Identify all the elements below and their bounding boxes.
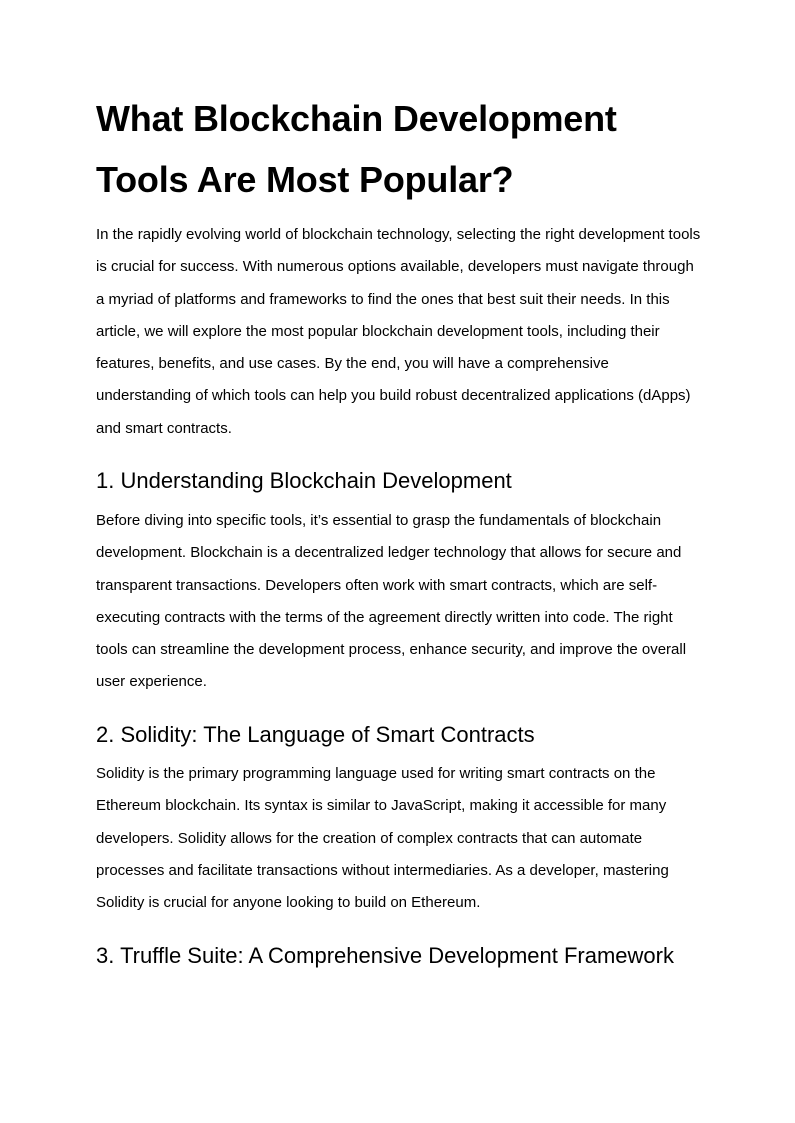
intro-paragraph: In the rapidly evolving world of blockchain technology, selecting the right development tools is crucial for success. With numerous options available, developers must navigate through a myriad of platforms and frameworks to find the ones that best suit their needs. In this article, we will explore the most popular blockchain development tools, including their features, benefits, and use cases. By the end, you will have a comprehensive understanding of which tools can help you build robust decentralized applications (dApps) and smart contracts.: [96, 226, 701, 437]
section-body-solidity: Solidity is the primary programming language used for writing smart contracts on the Ethereum blockchain. Its syntax is similar to JavaScript, making it accessible for many developers. Solidity allows for the creation of complex contracts that can automate processes and facilitate transactions without intermediaries. As a developer, mastering Solidity is crucial for anyone looking to build on Ethereum.: [96, 765, 669, 912]
section-heading-truffle: 3. Truffle Suite: A Comprehensive Development Framework: [96, 943, 674, 968]
article-title: What Blockchain Development Tools Are Most Popular?: [96, 98, 617, 200]
section-body-understanding: Before diving into specific tools, it’s essential to grasp the fundamentals of blockchain development. Blockchain is a decentralized ledger technology that allows for secure and transparent transactions. Developers often work with smart contracts, which are self-executing contracts with the terms of the agreement directly written into code. The right tools can streamline the development process, enhance security, and improve the overall user experience.: [96, 512, 687, 691]
section-heading-understanding: 1. Understanding Blockchain Development: [96, 468, 512, 493]
section-heading-solidity: 2. Solidity: The Language of Smart Contracts: [96, 722, 535, 747]
